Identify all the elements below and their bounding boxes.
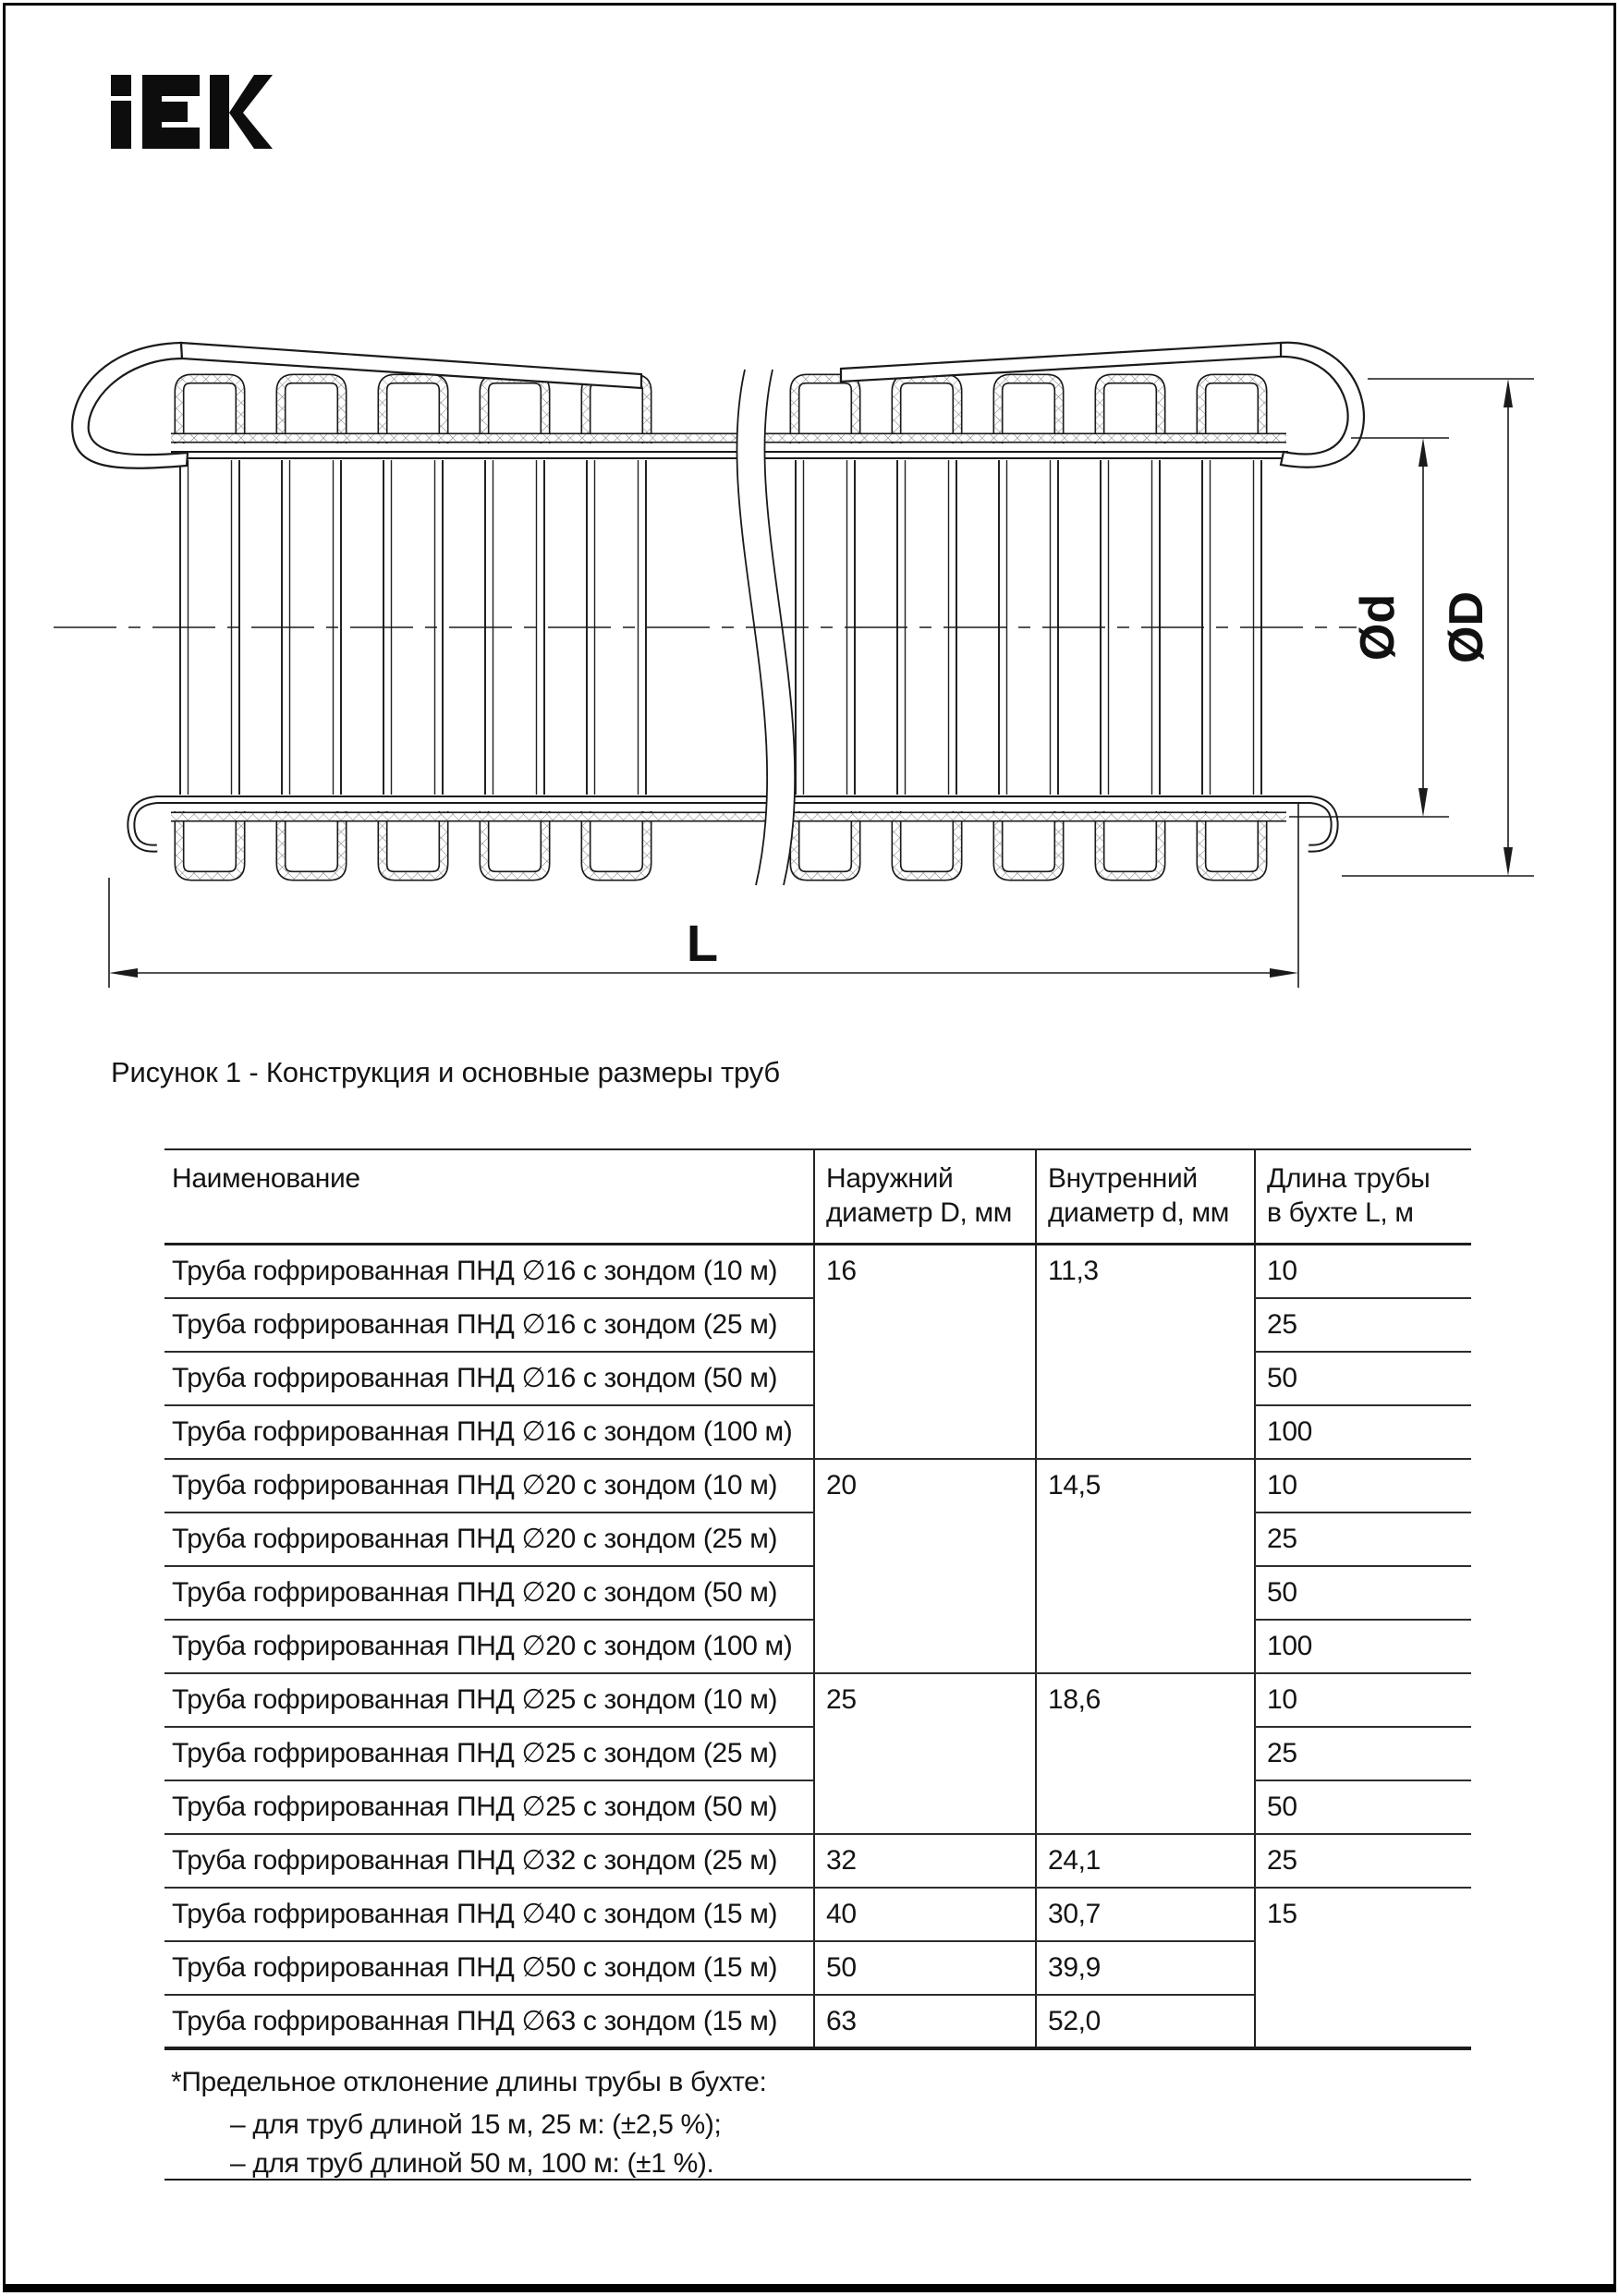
cell-outer-diameter: 40 bbox=[814, 1888, 1036, 1941]
cell-inner-diameter: 24,1 bbox=[1036, 1834, 1255, 1888]
cell-inner-diameter: 30,7 bbox=[1036, 1888, 1255, 1941]
cell-product-name: Труба гофрированная ПНД ∅20 с зондом (25 м) bbox=[164, 1512, 814, 1566]
cell-product-name: Труба гофрированная ПНД ∅16 с зондом (100 м) bbox=[164, 1405, 814, 1459]
cell-product-name: Труба гофрированная ПНД ∅16 с зондом (25 м) bbox=[164, 1298, 814, 1352]
cell-coil-length: 100 bbox=[1255, 1405, 1471, 1459]
footnote-item: – для труб длиной 50 м, 100 м: (±1 %). bbox=[230, 2148, 714, 2179]
cell-product-name: Труба гофрированная ПНД ∅16 с зондом (10 м) bbox=[164, 1245, 814, 1298]
cell-coil-length: 15 bbox=[1255, 1888, 1471, 2048]
col-header-name: Наименование bbox=[164, 1149, 814, 1245]
cell-product-name: Труба гофрированная ПНД ∅16 с зондом (50 м) bbox=[164, 1352, 814, 1405]
cell-coil-length: 50 bbox=[1255, 1566, 1471, 1620]
label-inner-diameter: Ød bbox=[1351, 593, 1405, 662]
probe-and-end-caps bbox=[72, 343, 1364, 468]
cell-product-name: Труба гофрированная ПНД ∅50 с зондом (15 м) bbox=[164, 1941, 814, 1995]
table-row bbox=[164, 1673, 1471, 1727]
dimension-arrows bbox=[109, 379, 1513, 978]
left-end-cap bbox=[72, 343, 188, 468]
cell-outer-diameter: 50 bbox=[814, 1941, 1036, 1995]
cell-coil-length: 25 bbox=[1255, 1298, 1471, 1352]
pipe-bottom-ends bbox=[131, 800, 1334, 849]
col-header-outer-diameter: Наружний диаметр D, мм bbox=[814, 1149, 1036, 1245]
logo-i-dot bbox=[111, 75, 131, 96]
cell-coil-length: 10 bbox=[1255, 1459, 1471, 1512]
iek-logo bbox=[109, 72, 281, 153]
table-row bbox=[164, 1459, 1471, 1512]
footnote-item: – для труб длиной 15 м, 25 м: (±2,5 %); bbox=[230, 2109, 722, 2140]
footnote-title: *Предельное отклонение длины трубы в бухте: bbox=[171, 2067, 767, 2097]
cell-inner-diameter: 52,0 bbox=[1036, 1995, 1255, 2048]
cell-coil-length: 50 bbox=[1255, 1352, 1471, 1405]
cell-coil-length: 100 bbox=[1255, 1620, 1471, 1673]
label-length: L bbox=[686, 914, 719, 972]
cell-inner-diameter: 11,3 bbox=[1036, 1245, 1255, 1459]
cell-product-name: Труба гофрированная ПНД ∅40 с зондом (15 м) bbox=[164, 1888, 814, 1941]
table-row bbox=[164, 1834, 1471, 1888]
right-end-cap bbox=[1281, 343, 1364, 468]
cell-product-name: Труба гофрированная ПНД ∅63 с зондом (15 м) bbox=[164, 1995, 814, 2048]
cell-product-name: Труба гофрированная ПНД ∅20 с зондом (10 м) bbox=[164, 1459, 814, 1512]
cell-coil-length: 10 bbox=[1255, 1245, 1471, 1298]
cell-product-name: Труба гофрированная ПНД ∅20 с зондом (100 м) bbox=[164, 1620, 814, 1673]
logo-e-notch bbox=[188, 96, 200, 128]
cell-outer-diameter: 20 bbox=[814, 1459, 1036, 1673]
cell-outer-diameter: 25 bbox=[814, 1673, 1036, 1834]
label-outer-diameter: ØD bbox=[1440, 591, 1493, 663]
cell-product-name: Труба гофрированная ПНД ∅25 с зондом (50 м) bbox=[164, 1780, 814, 1834]
cell-product-name: Труба гофрированная ПНД ∅25 с зондом (10 м) bbox=[164, 1673, 814, 1727]
figure-caption: Рисунок 1 - Конструкция и основные размеры труб bbox=[111, 1056, 780, 1088]
cell-outer-diameter: 63 bbox=[814, 1995, 1036, 2048]
footnote-bottom-rule bbox=[164, 2179, 1471, 2181]
cell-coil-length: 10 bbox=[1255, 1673, 1471, 1727]
pipe-technical-drawing bbox=[0, 314, 1619, 1053]
table-row bbox=[164, 1245, 1471, 1298]
table-row bbox=[164, 1888, 1471, 1941]
logo-k-lower bbox=[229, 113, 273, 149]
cell-outer-diameter: 32 bbox=[814, 1834, 1036, 1888]
cell-product-name: Труба гофрированная ПНД ∅25 с зондом (25 м) bbox=[164, 1727, 814, 1780]
cell-coil-length: 25 bbox=[1255, 1512, 1471, 1566]
cell-inner-diameter: 39,9 bbox=[1036, 1941, 1255, 1995]
col-header-coil-length: Длина трубы в бухте L, м bbox=[1255, 1149, 1471, 1245]
cell-coil-length: 25 bbox=[1255, 1727, 1471, 1780]
cell-outer-diameter: 16 bbox=[814, 1245, 1036, 1459]
col-header-inner-diameter: Внутренний диаметр d, мм bbox=[1036, 1149, 1255, 1245]
cell-coil-length: 25 bbox=[1255, 1834, 1471, 1888]
cell-product-name: Труба гофрированная ПНД ∅32 с зондом (25 м) bbox=[164, 1834, 814, 1888]
cell-inner-diameter: 18,6 bbox=[1036, 1673, 1255, 1834]
cell-inner-diameter: 14,5 bbox=[1036, 1459, 1255, 1673]
logo-k-stem bbox=[210, 75, 229, 149]
spec-table-header bbox=[164, 1149, 1471, 1245]
spec-table bbox=[164, 1148, 1471, 2050]
logo-k-upper bbox=[229, 75, 273, 113]
cell-product-name: Труба гофрированная ПНД ∅20 с зондом (50 м) bbox=[164, 1566, 814, 1620]
logo-i-stem bbox=[111, 101, 131, 149]
dimension-lines bbox=[109, 379, 1534, 988]
cell-coil-length: 50 bbox=[1255, 1780, 1471, 1834]
